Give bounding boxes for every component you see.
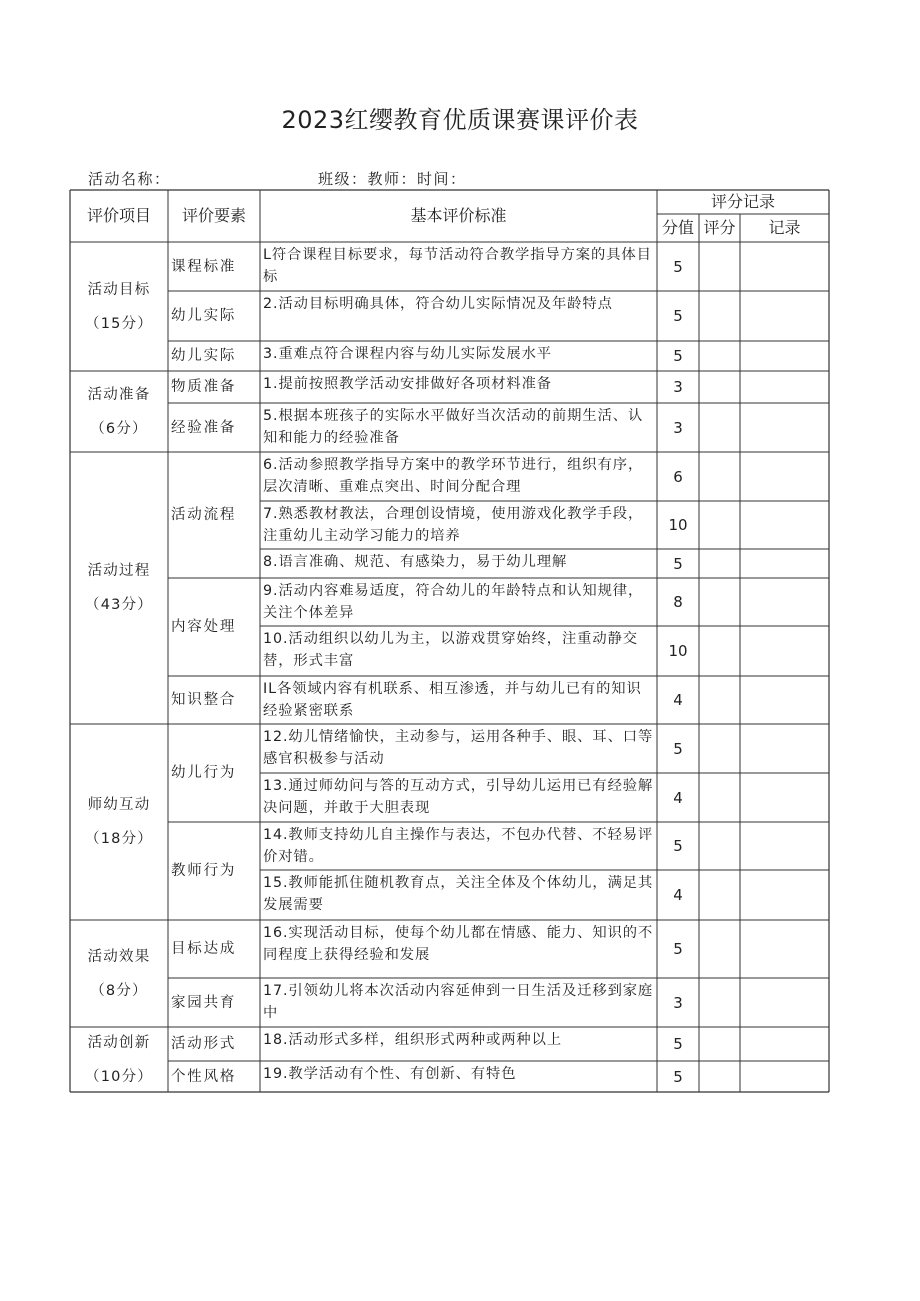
page-title: 2023红缨教育优质课赛课评价表 (281, 106, 639, 134)
criterion-record-input (740, 501, 829, 549)
header-basic-standard: 基本评价标准 (410, 206, 507, 225)
class-teacher-time-label: 班级：教师：时间： (318, 170, 467, 188)
criterion-record-input (740, 578, 829, 626)
criterion-text: 3.重难点符合课程内容与幼儿实际发展水平 (263, 346, 552, 362)
element-cell: 个性风格 (171, 1068, 237, 1085)
criterion-text: 10.活动组织以幼儿为主，以游戏贯穿始终，注重动静交替，形式丰富 (263, 631, 638, 669)
header-evaluation-element: 评价要素 (181, 206, 246, 225)
criterion-text: IL各领域内容有机联系、相互渗透，并与幼儿已有的知识经验紧密联系 (263, 681, 642, 719)
criterion-full-score: 5 (673, 257, 683, 276)
criterion-score-input (699, 403, 740, 452)
criterion-score-input (699, 549, 740, 578)
criterion-full-score: 5 (673, 837, 683, 855)
criterion-score-input (699, 822, 740, 870)
criterion-text: 17.引领幼儿将本次活动内容延伸到一日生活及迁移到家庭中 (263, 983, 654, 1021)
activity-name-label: 活动名称： (88, 170, 171, 188)
criterion-record-input (740, 291, 829, 341)
criterion-full-score: 3 (673, 993, 683, 1012)
criterion-full-score: 5 (673, 347, 683, 365)
header-evaluation-project: 评价项目 (86, 206, 151, 225)
criterion-record-input (740, 676, 829, 724)
element-cell: 幼儿行为 (171, 765, 237, 781)
element-cell: 物质准备 (171, 379, 237, 395)
element-cell: 家园共育 (171, 994, 237, 1011)
criterion-record-input (740, 549, 829, 578)
criterion-text: 14.教师支持幼儿自主操作与表达，不包办代替、不轻易评价对错。 (263, 827, 654, 865)
criterion-score-input (699, 371, 740, 403)
element-cell: 教师行为 (171, 863, 237, 879)
project-cell: 活动准备（6分） (87, 386, 151, 437)
criterion-score-input (699, 870, 740, 920)
criterion-full-score: 4 (673, 691, 683, 709)
criterion-full-score: 3 (673, 378, 683, 396)
criterion-score-input (699, 501, 740, 549)
criterion-text: 13.通过师幼问与答的互动方式，引导幼儿运用已有经验解决问题，并敢于大胆表现 (263, 778, 654, 816)
criterion-score-input (699, 578, 740, 626)
project-cell: 师幼互动（18分） (85, 797, 153, 847)
element-cell: 知识整合 (171, 692, 237, 708)
criterion-record-input (740, 1027, 829, 1061)
criterion-score-input (699, 676, 740, 724)
criterion-text: 19.教学活动有个性、有创新、有特色 (263, 1066, 517, 1082)
criterion-record-input (740, 870, 829, 920)
criterion-text: L符合课程目标要求，每节活动符合教学指导方案的具体目标 (263, 247, 652, 285)
criterion-full-score: 4 (673, 886, 683, 904)
project-cell: 活动效果（8分） (87, 948, 151, 999)
criterion-text: 16.实现活动目标，使每个幼儿都在情感、能力、知识的不同程度上获得经验和发展 (263, 925, 654, 963)
criterion-record-input (740, 822, 829, 870)
element-cell: 活动流程 (171, 507, 237, 523)
criterion-record-input (740, 773, 829, 822)
criterion-score-input (699, 341, 740, 371)
criterion-record-input (740, 341, 829, 371)
criterion-score-input (699, 773, 740, 822)
criterion-full-score: 3 (673, 418, 683, 437)
criterion-text: 5.根据本班孩子的实际水平做好当次活动的前期生活、认知和能力的经验准备 (263, 408, 644, 446)
criterion-score-input (699, 291, 740, 341)
criterion-full-score: 6 (673, 467, 683, 486)
criterion-record-input (740, 403, 829, 452)
criterion-full-score: 5 (673, 739, 683, 758)
criterion-record-input (740, 978, 829, 1027)
criterion-record-input (740, 452, 829, 501)
criterion-text: 7.熟悉教材教法，合理创设情境，使用游戏化教学手段，注重幼儿主动学习能力的培养 (263, 506, 644, 544)
criterion-full-score: 4 (673, 788, 683, 807)
element-cell: 幼儿实际 (171, 348, 237, 364)
criterion-full-score: 5 (673, 307, 683, 325)
element-cell: 活动形式 (171, 1036, 237, 1052)
element-cell: 课程标准 (171, 258, 237, 275)
criterion-score-input (699, 724, 740, 773)
criterion-text: 8.语言准确、规范、有感染力，易于幼儿理解 (263, 554, 568, 570)
element-cell: 目标达成 (171, 941, 237, 957)
criterion-text: 15.教师能抓住随机教育点，关注全体及个体幼儿，满足其发展需要 (263, 875, 654, 913)
criterion-record-input (740, 242, 829, 291)
criterion-record-input (740, 1061, 829, 1092)
criterion-record-input (740, 626, 829, 676)
criterion-score-input (699, 242, 740, 291)
criterion-text: 1.提前按照教学活动安排做好各项材料准备 (263, 376, 552, 392)
project-cell: 活动过程（43分） (85, 563, 153, 613)
element-cell: 幼儿实际 (171, 308, 237, 324)
criterion-full-score: 8 (673, 593, 683, 611)
criterion-full-score: 10 (668, 642, 688, 660)
criterion-record-input (740, 371, 829, 403)
criterion-score-input (699, 1027, 740, 1061)
criterion-score-input (699, 626, 740, 676)
criterion-score-input (699, 920, 740, 978)
criterion-record-input (740, 724, 829, 773)
criterion-full-score: 5 (673, 1035, 683, 1053)
header-score-record-group: 评分记录 (710, 192, 775, 211)
criterion-full-score: 5 (673, 1067, 683, 1086)
criterion-text: 9.活动内容难易适度，符合幼儿的年龄特点和认知规律，关注个体差异 (263, 583, 644, 621)
project-cell: 活动目标（15分） (85, 281, 153, 332)
project-cell: 活动创新（10分） (85, 1034, 153, 1085)
criterion-full-score: 10 (668, 516, 688, 534)
criterion-score-input (699, 452, 740, 501)
criterion-text: 12.幼儿情绪愉快，主动参与，运用各种手、眼、耳、口等感官积极参与活动 (263, 729, 654, 767)
criterion-text: 6.活动参照教学指导方案中的教学环节进行，组织有序，层次清晰、重难点突出、时间分配合理 (263, 457, 644, 495)
header-record: 记录 (768, 218, 801, 237)
header-full-score: 分值 (661, 218, 694, 237)
criterion-text: 18.活动形式多样，组织形式两种或两种以上 (263, 1032, 562, 1048)
criterion-score-input (699, 1061, 740, 1092)
criterion-full-score: 5 (673, 940, 683, 958)
header-score: 评分 (703, 218, 736, 237)
criterion-record-input (740, 920, 829, 978)
criterion-full-score: 5 (673, 554, 683, 573)
element-cell: 经验准备 (171, 419, 237, 436)
criterion-score-input (699, 978, 740, 1027)
criterion-text: 2.活动目标明确具体，符合幼儿实际情况及年龄特点 (263, 296, 613, 312)
element-cell: 内容处理 (171, 619, 237, 635)
